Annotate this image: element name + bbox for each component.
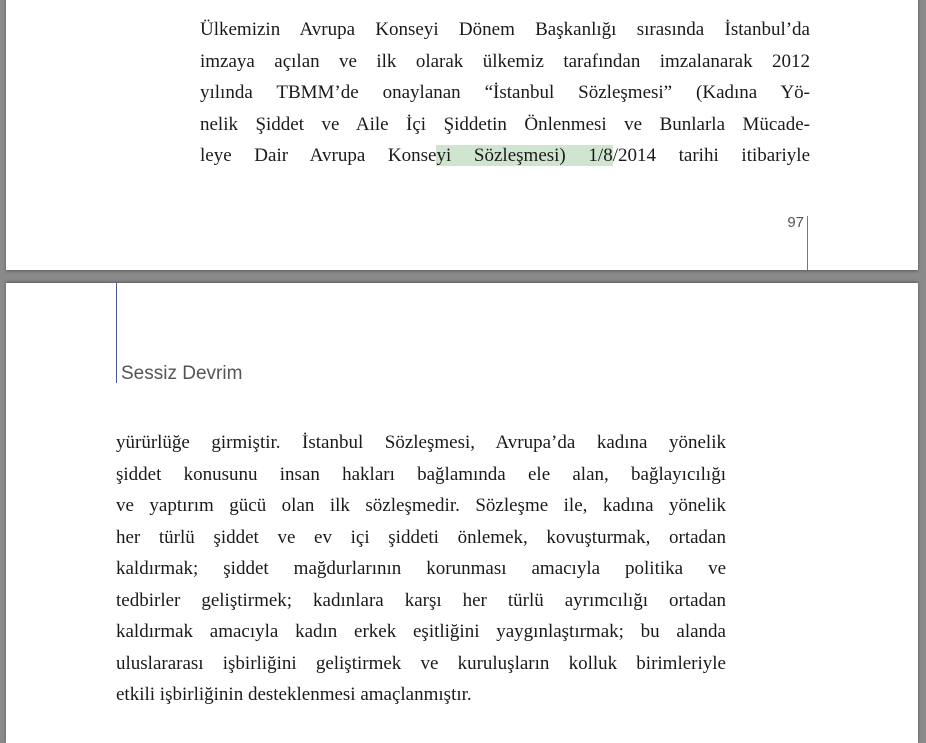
text-line[interactable]	[200, 140, 810, 172]
running-head: Sessiz Devrim	[121, 363, 243, 384]
highlighted-text-selection[interactable]: yi Sözleşmesi) 1/8	[436, 145, 613, 166]
text-line[interactable]: her türlü şiddet ve ev içi şiddeti önlemek, kovuşturmak, ortadan	[116, 526, 726, 548]
top-page-paragraph[interactable]	[200, 14, 810, 172]
header-rule	[116, 283, 117, 383]
text-line[interactable]: yılında TBMM’de onaylanan “İstanbul Sözleşmesi” (Kadına Yö-	[200, 82, 810, 103]
text-line[interactable]: tedbirler geliştirmek; kadınlara karşı her türlü ayrımcılığı ortadan	[116, 589, 726, 611]
bottom-page-paragraph[interactable]	[116, 427, 726, 711]
text-line[interactable]: Ülkemizin Avrupa Konseyi Dönem Başkanlığı sırasında İstanbul’da	[200, 19, 810, 40]
page-number-rule	[807, 216, 808, 270]
text-segment: /2014 tarihi itibariyle	[612, 145, 810, 166]
text-line[interactable]: uluslararası işbirliğini geliştirmek ve kuruluşların kolluk birimleriyle	[116, 652, 726, 674]
text-line[interactable]: etkili işbirliğinin desteklenmesi amaçlanmıştır.	[116, 684, 472, 705]
text-line[interactable]: kaldırmak; şiddet mağdurlarının korunması amacıyla politika ve	[116, 558, 726, 579]
text-line[interactable]: şiddet konusunu insan hakları bağlamında ele alan, bağlayıcılığı	[116, 463, 726, 485]
text-line[interactable]: kaldırmak amacıyla kadın erkek eşitliğini yaygınlaştırmak; bu alanda	[116, 621, 726, 642]
page-number: 97	[787, 214, 804, 231]
text-segment: leye Dair Avrupa Konse	[200, 145, 437, 166]
top-page	[6, 0, 918, 270]
text-line[interactable]: imzaya açılan ve ilk olarak ülkemiz tarafından imzalanarak 2012	[200, 50, 810, 72]
bottom-page	[6, 283, 918, 743]
text-line[interactable]: yürürlüğe girmiştir. İstanbul Sözleşmesi, Avrupa’da kadına yönelik	[116, 432, 726, 453]
text-line[interactable]: nelik Şiddet ve Aile İçi Şiddetin Önlenmesi ve Bunlarla Mücade-	[200, 113, 810, 135]
text-line[interactable]: ve yaptırım gücü olan ilk sözleşmedir. Sözleşme ile, kadına yönelik	[116, 495, 726, 516]
